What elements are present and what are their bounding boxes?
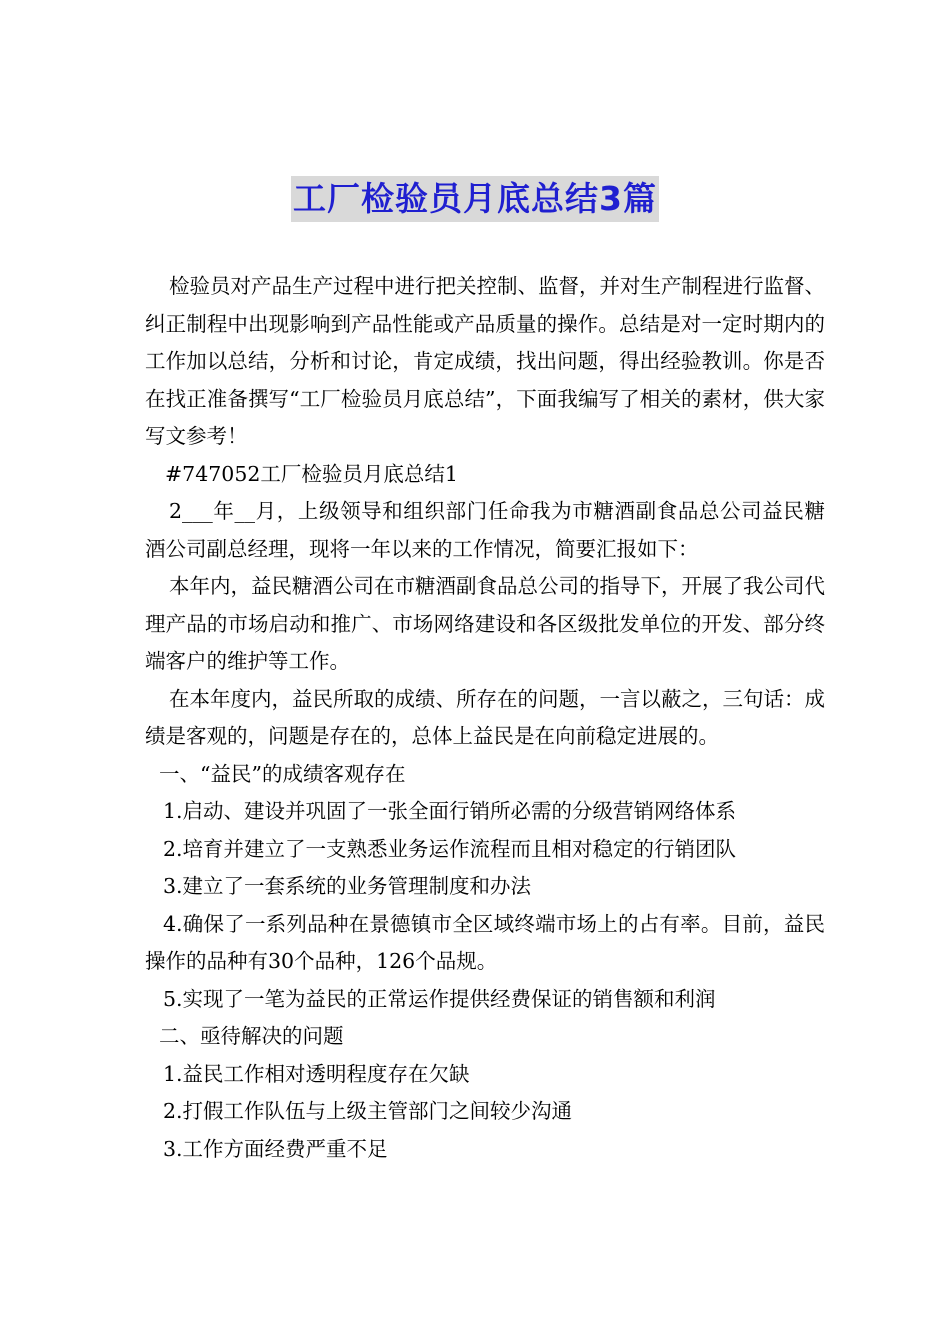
paragraph-appointment: 2___年__月，上级领导和组织部门任命我为市糖酒副食品总公司益民糖酒公司副总经理，现将一年以来的工作情况，简要汇报如下： <box>145 499 825 561</box>
subheading-problems: 二、亟待解决的问题 <box>159 1024 344 1048</box>
document-body <box>145 268 825 1168</box>
problem-item-3: 3.工作方面经费严重不足 <box>163 1136 388 1161</box>
list-item-4: 4.确保了一系列品种在景德镇市全区域终端市场上的占有率。目前，益民操作的品种有30个品种，126个品规。 <box>145 911 825 973</box>
title-container <box>0 176 950 222</box>
list-item-5: 5.实现了一笔为益民的正常运作提供经费保证的销售额和利润 <box>163 986 716 1011</box>
list-item-2: 2.培育并建立了一支熟悉业务运作流程而且相对稳定的行销团队 <box>163 836 737 861</box>
problem-item-1: 1.益民工作相对透明程度存在欠缺 <box>163 1061 470 1086</box>
problem-item-2: 2.打假工作队伍与上级主管部门之间较少沟通 <box>163 1099 573 1123</box>
list-item-1: 1.启动、建设并巩固了一张全面行销所必需的分级营销网络体系 <box>163 799 737 823</box>
section-heading-1: #747052工厂检验员月底总结1 <box>165 461 458 486</box>
list-item-3: 3.建立了一套系统的业务管理制度和办法 <box>163 874 532 898</box>
intro-paragraph: 检验员对产品生产过程中进行把关控制、监督，并对生产制程进行监督、纠正制程中出现影响到产品性能或产品质量的操作。总结是对一定时期内的工作加以总结，分析和讨论，肯定成绩，找出问题，得出经验教训。你是否在找正准备撰写“工厂检验员月底总结”，下面我编写了相关的素材，供大家写文参考！ <box>145 274 825 448</box>
document-title: 工厂检验员月底总结3篇 <box>291 176 659 222</box>
paragraph-year-work: 本年内，益民糖酒公司在市糖酒副食品总公司的指导下，开展了我公司代理产品的市场启动和推广、市场网络建设和各区级批发单位的开发、部分终端客户的维护等工作。 <box>145 574 825 673</box>
paragraph-summary: 在本年度内，益民所取的成绩、所存在的问题，一言以蔽之，三句话：成绩是客观的，问题是存在的，总体上益民是在向前稳定进展的。 <box>145 686 825 748</box>
subheading-achievements: 一、“益民”的成绩客观存在 <box>159 761 406 786</box>
